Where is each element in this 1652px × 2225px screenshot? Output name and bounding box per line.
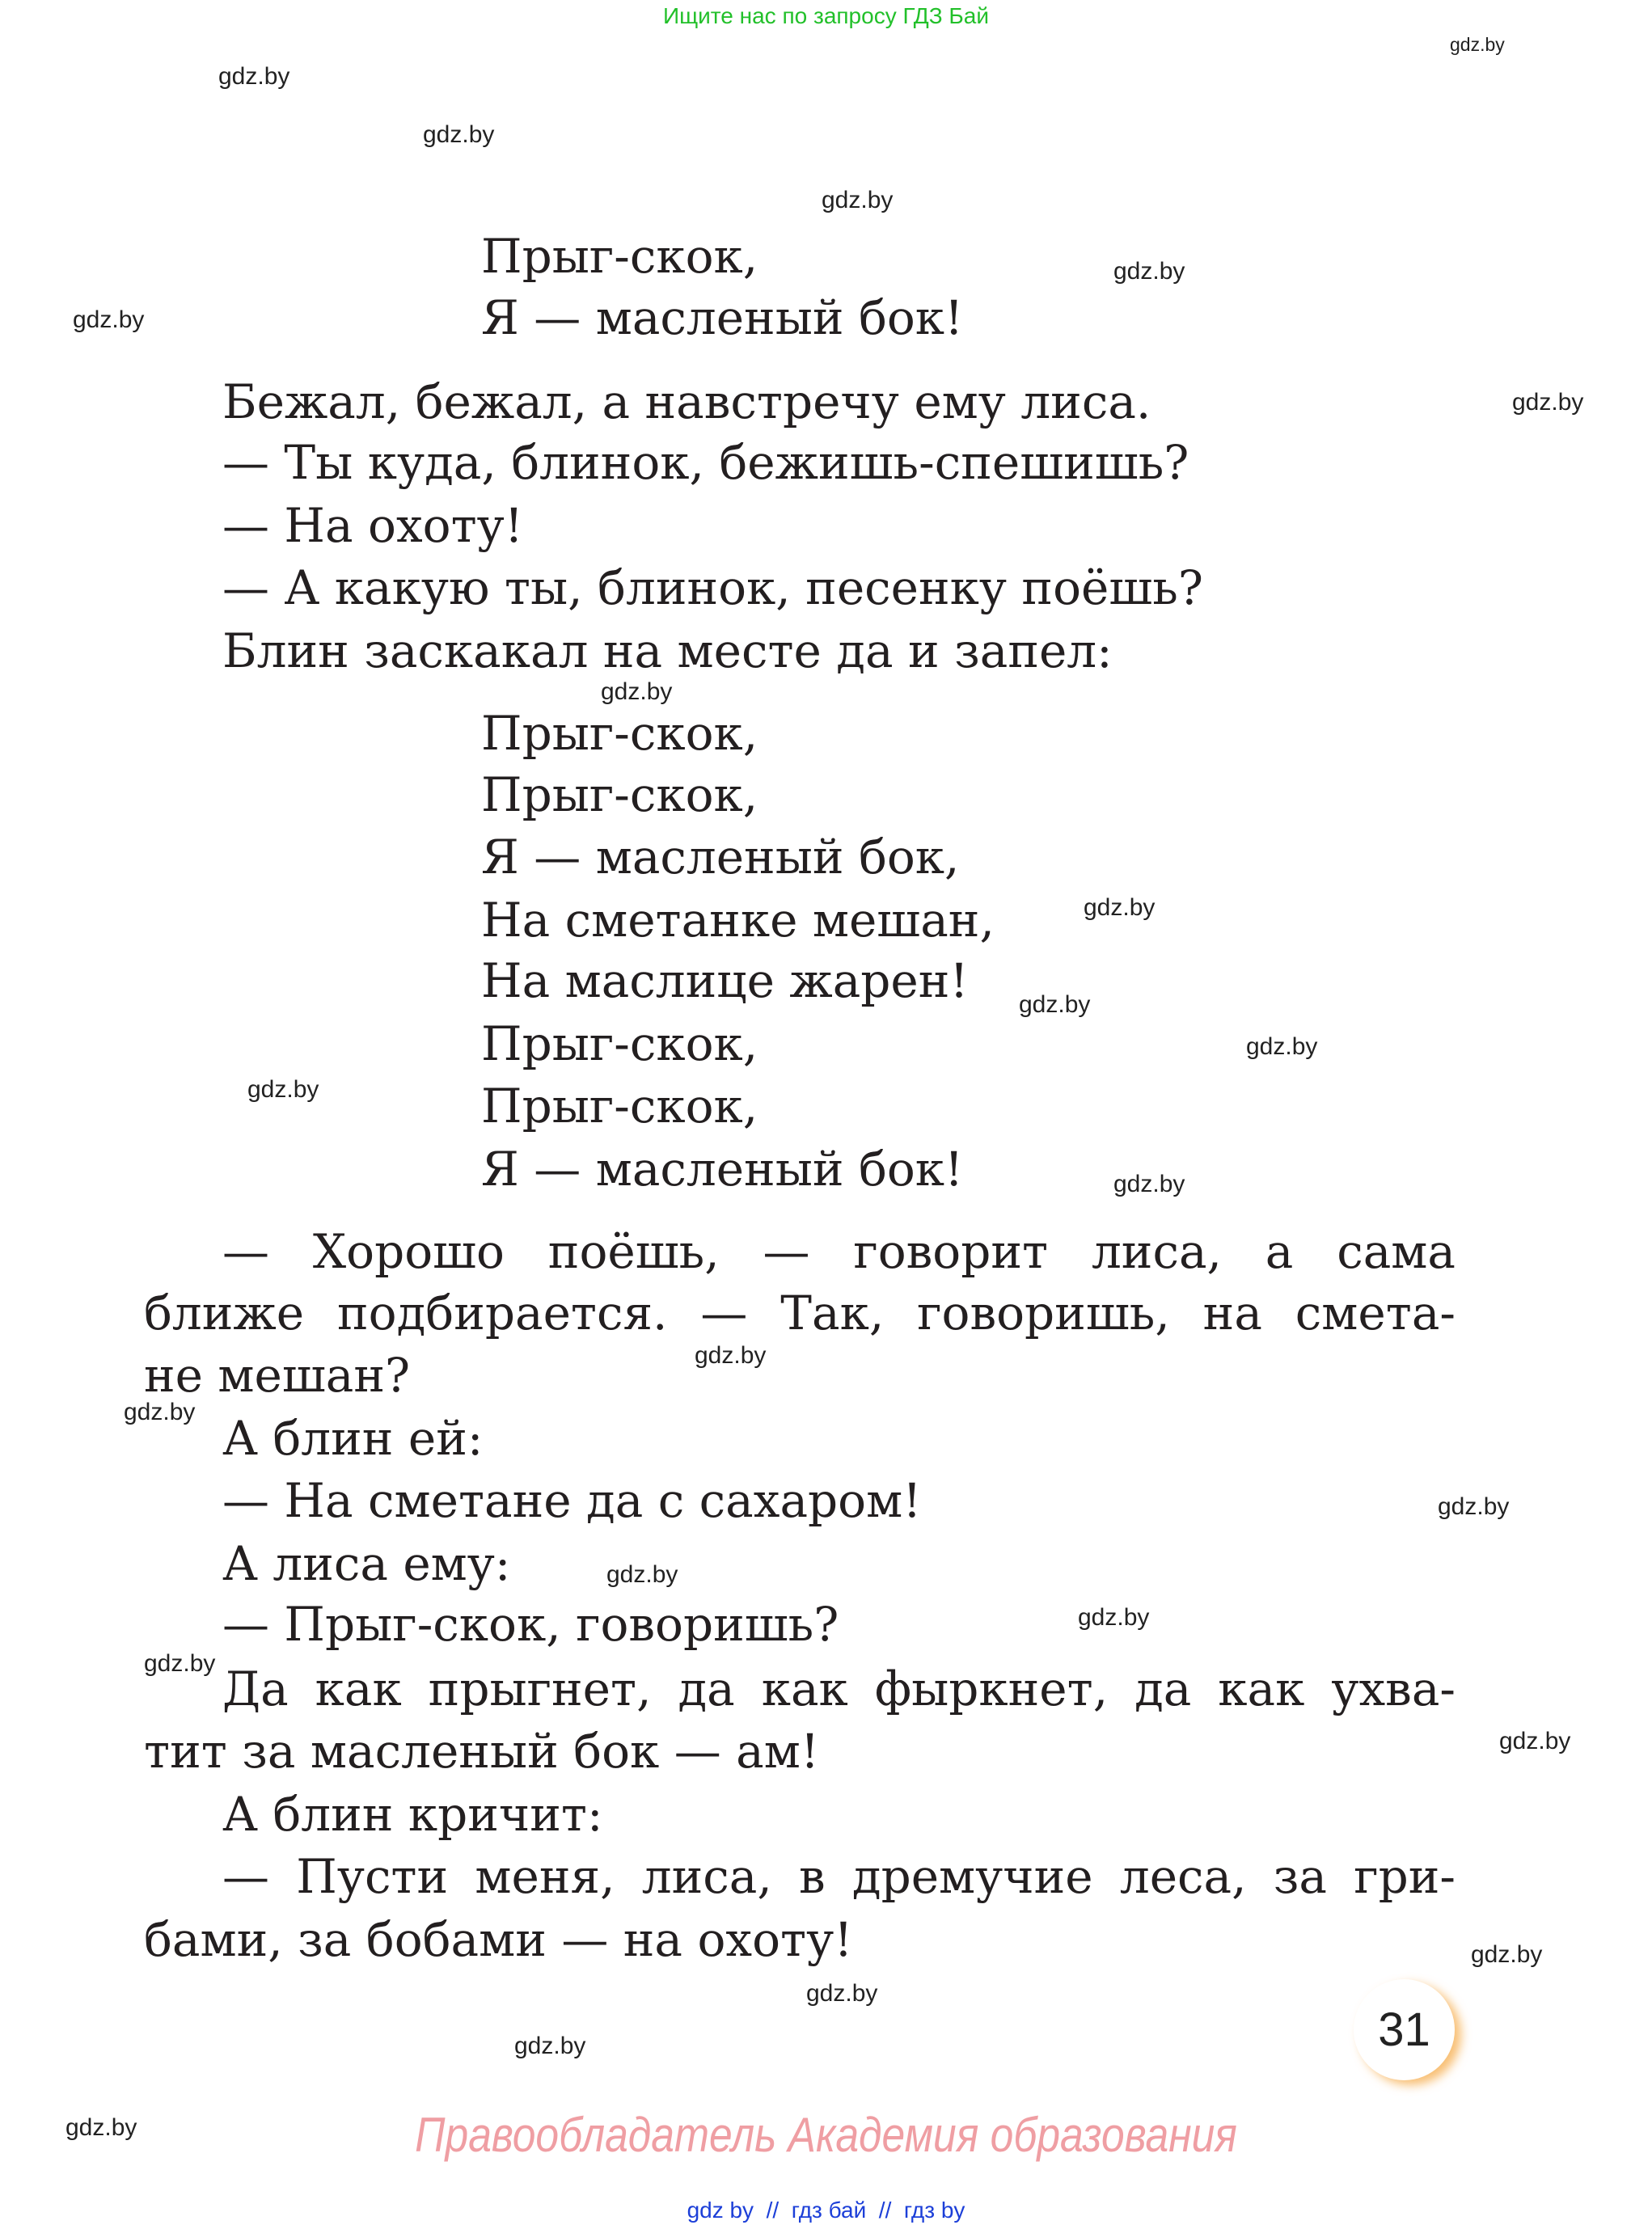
text-line: Я — масленый бок, [481, 830, 960, 885]
watermark: gdz.by [65, 2114, 137, 2141]
text-line: тит за масленый бок — ам! [144, 1724, 820, 1779]
watermark: gdz.by [73, 306, 145, 333]
text-line: Прыг-скок, [481, 706, 758, 761]
text-line: Прыг-скок, [481, 767, 758, 822]
watermark: gdz.by [247, 1076, 319, 1103]
page-number: 31 [1354, 1979, 1455, 2080]
watermark: gdz.by [806, 1980, 878, 2007]
watermark: gdz.by [601, 678, 673, 705]
text-line: А блин кричит: [222, 1787, 603, 1842]
watermark: gdz.by [1450, 34, 1505, 55]
text-line: Я — масленый бок! [481, 1142, 964, 1197]
text-line: А блин ей: [222, 1411, 484, 1466]
watermark: gdz.by [1499, 1728, 1571, 1754]
footer-links: gdz by // гдз бай // гдз by [687, 2198, 965, 2223]
text-line: На маслице жарен! [481, 953, 969, 1008]
text-line: Прыг-скок, [481, 229, 758, 284]
text-line: Прыг-скок, [481, 1079, 758, 1134]
watermark: gdz.by [423, 121, 495, 148]
watermark: gdz.by [124, 1399, 196, 1425]
text-line: — На охоту! [222, 498, 524, 553]
watermark: gdz.by [1084, 894, 1156, 921]
watermark: gdz.by [1078, 1604, 1150, 1631]
text-line: ближе подбирается. — Так, говоришь, на смета- [144, 1286, 1456, 1340]
text-line: Блин заскакал на месте да и запел: [222, 623, 1113, 678]
text-line: — На сметане да с сахаром! [222, 1473, 922, 1528]
text-line: — Ты куда, блинок, бежишь-спешишь? [222, 435, 1189, 490]
copyright-notice: Правообладатель Академия образования [415, 2108, 1237, 2162]
text-line: бами, за бобами — на охоту! [144, 1912, 853, 1967]
text-line: Я — масленый бок! [481, 290, 964, 345]
watermark: gdz.by [1113, 258, 1185, 285]
text-line: не мешан? [144, 1348, 411, 1403]
text-line: Прыг-скок, [481, 1016, 758, 1071]
text-line: Да как прыгнет, да как фыркнет, да как ухва- [222, 1661, 1456, 1716]
watermark: gdz.by [606, 1561, 678, 1588]
text-line: — А какую ты, блинок, песенку поёшь? [222, 560, 1203, 615]
watermark: gdz.by [1246, 1033, 1318, 1060]
watermark: gdz.by [144, 1650, 216, 1677]
text-line: Бежал, бежал, а навстречу ему лиса. [222, 374, 1151, 429]
text-line: А лиса ему: [222, 1536, 511, 1591]
watermark: gdz.by [1019, 991, 1091, 1018]
text-line: — Хорошо поёшь, — говорит лиса, а сама [222, 1224, 1456, 1279]
watermark: gdz.by [1438, 1493, 1510, 1520]
text-line: — Прыг-скок, говоришь? [222, 1597, 839, 1652]
text-line: — Пусти меня, лиса, в дремучие леса, за гри- [222, 1849, 1456, 1904]
watermark: gdz.by [695, 1342, 767, 1369]
watermark: gdz.by [1471, 1941, 1543, 1968]
watermark: gdz.by [514, 2033, 586, 2059]
watermark: gdz.by [822, 187, 894, 213]
watermark: gdz.by [218, 63, 290, 90]
text-line: На сметанке мешан, [481, 893, 995, 948]
search-hint: Ищите нас по запросу ГДЗ Бай [662, 3, 990, 28]
watermark: gdz.by [1512, 389, 1584, 416]
watermark: gdz.by [1113, 1171, 1185, 1197]
